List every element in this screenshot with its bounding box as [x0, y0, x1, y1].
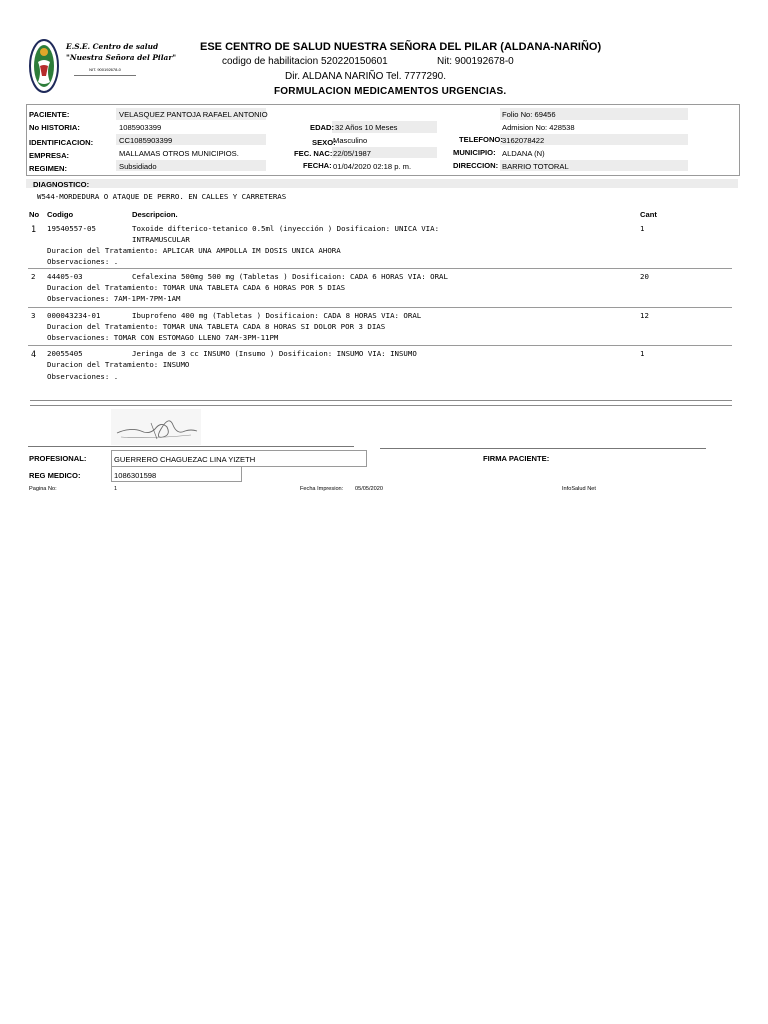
- empresa-value: MALLAMAS OTROS MUNICIPIOS.: [119, 149, 239, 158]
- item-cant: 20: [640, 272, 649, 281]
- diagnostico-band: [26, 179, 738, 188]
- paciente-value: VELASQUEZ PANTOJA RAFAEL ANTONIO: [119, 110, 268, 119]
- item-observaciones: Observaciones: TOMAR CON ESTOMAGO LLENO 7AM-3PM-11PM: [47, 333, 279, 342]
- software-name: InfoSalud Net: [562, 486, 596, 492]
- document-title: FORMULACION MEDICAMENTOS URGENCIAS.: [274, 86, 507, 97]
- fecha-impresion-label: Fecha Impresion:: [300, 486, 344, 492]
- telefono-value: 3162078422: [502, 136, 545, 145]
- reg-medico-label: REG MEDICO:: [29, 471, 81, 480]
- institution-logo: [28, 38, 177, 94]
- paciente-signature-line: [380, 448, 706, 449]
- edad-value: 32 Años 10 Meses: [335, 123, 398, 132]
- fecha-impresion-value: 05/05/2020: [355, 486, 383, 492]
- address: Dir. ALDANA NARIÑO Tel. 7777290.: [285, 71, 447, 82]
- item-codigo: 20055405: [47, 349, 83, 358]
- telefono-label: TELEFONO:: [459, 135, 503, 144]
- logo-text-line-2: "Nuestra Señora del Pilar": [66, 53, 177, 62]
- profesional-signature-line: [28, 446, 354, 447]
- fecha-value: 01/04/2020 02:18 p. m.: [333, 162, 412, 171]
- item-no: 2: [31, 272, 36, 281]
- direccion-value: BARRIO TOTORAL: [502, 162, 569, 171]
- item-description-line: Ibuprofeno 400 mg (Tabletas ) Dosificaion: CADA 8 HORAS VIA: ORAL: [132, 311, 422, 320]
- row-divider: [28, 307, 732, 308]
- edad-label: EDAD:: [310, 123, 335, 132]
- identificacion-value: CC1085903399: [119, 136, 173, 145]
- logo-text-line-4: [74, 75, 136, 76]
- item-no: 4: [31, 349, 37, 359]
- profesional-value: GUERRERO CHAGUEZAC LINA YIZETH: [114, 455, 256, 464]
- item-duracion: Duracion del Tratamiento: INSUMO: [47, 360, 190, 369]
- item-duracion: Duracion del Tratamiento: APLICAR UNA AMPOLLA IM DOSIS UNICA AHORA: [47, 246, 341, 255]
- item-codigo: 000043234-01: [47, 311, 101, 320]
- diagnostico-text: W544-MORDEDURA O ATAQUE DE PERRO. EN CALLES Y CARRETERAS: [37, 192, 287, 201]
- identificacion-label: IDENTIFICACION:: [29, 138, 94, 147]
- profesional-label: PROFESIONAL:: [29, 454, 87, 463]
- row-divider: [28, 345, 732, 346]
- item-observaciones: Observaciones: .: [47, 372, 119, 381]
- item-observaciones: Observaciones: .: [47, 257, 119, 266]
- logo-text-line-3: NIT. 900192678-0: [89, 67, 121, 72]
- item-observaciones: Observaciones: 7AM-1PM-7PM-1AM: [47, 294, 181, 303]
- item-description-line: Toxoide difterico-tetanico 0.5ml (inyección ) Dosificaion: UNICA VIA:: [132, 224, 440, 233]
- sexo-value: Masculino: [333, 136, 368, 145]
- item-duracion: Duracion del Tratamiento: TOMAR UNA TABLETA CADA 8 HORAS SI DOLOR POR 3 DIAS: [47, 322, 386, 331]
- fecnac-value: 22/05/1987: [333, 149, 372, 158]
- historia-value: 1085903399: [119, 123, 162, 132]
- municipio-label: MUNICIPIO:: [453, 148, 496, 157]
- paciente-label: PACIENTE:: [29, 110, 70, 119]
- item-description-line: INTRAMUSCULAR: [132, 235, 190, 244]
- col-codigo-header: Codigo: [47, 210, 74, 219]
- col-cant-header: Cant: [640, 210, 657, 219]
- item-duracion: Duracion del Tratamiento: TOMAR UNA TABLETA CADA 6 HORAS POR 5 DIAS: [47, 283, 346, 292]
- item-no: 1: [31, 224, 37, 234]
- nit: Nit: 900192678-0: [437, 56, 514, 67]
- admision-value: Admision No: 428538: [502, 123, 575, 132]
- item-cant: 1: [640, 349, 645, 358]
- logo-caption: [66, 42, 177, 76]
- habilitacion-code: codigo de habilitacion 520220150601: [222, 56, 388, 67]
- fecha-label: FECHA:: [303, 161, 332, 170]
- row-divider: [28, 268, 732, 269]
- professional-signature: [111, 409, 201, 445]
- regimen-label: REGIMEN:: [29, 164, 67, 173]
- institution-name: ESE CENTRO DE SALUD NUESTRA SEÑORA DEL PILAR (ALDANA-NARIÑO): [200, 41, 602, 53]
- item-cant: 1: [640, 224, 645, 233]
- empresa-label: EMPRESA:: [29, 151, 70, 160]
- item-description-line: Cefalexina 500mg 500 mg (Tabletas ) Dosificaion: CADA 6 HORAS VIA: ORAL: [132, 272, 448, 281]
- section-separator: [30, 400, 732, 401]
- col-descripcion-header: Descripcion.: [132, 210, 178, 219]
- col-no-header: No: [29, 210, 40, 219]
- pagina-label: Pagina No:: [29, 486, 57, 492]
- regimen-value: Subsidiado: [119, 162, 157, 171]
- direccion-label: DIRECCION:: [453, 161, 499, 170]
- municipio-value: ALDANA (N): [502, 149, 545, 158]
- folio-value: Folio No: 69456: [502, 110, 556, 119]
- item-codigo: 44405-03: [47, 272, 83, 281]
- section-separator: [30, 405, 732, 406]
- item-no: 3: [31, 311, 36, 320]
- reg-medico-value: 1086301598: [114, 471, 157, 480]
- logo-text-line-1: E.S.E. Centro de salud: [66, 42, 159, 51]
- fecnac-label: FEC. NAC:: [294, 149, 333, 158]
- sexo-label: SEXO:: [312, 138, 336, 147]
- pagina-value: 1: [114, 486, 118, 492]
- item-cant: 12: [640, 311, 649, 320]
- firma-paciente-label: FIRMA PACIENTE:: [483, 454, 550, 463]
- item-codigo: 19540557-05: [47, 224, 96, 233]
- diagnostico-label: DIAGNOSTICO:: [33, 180, 90, 189]
- historia-label: No HISTORIA:: [29, 123, 80, 132]
- signature-scribble: [111, 409, 201, 445]
- item-description-line: Jeringa de 3 cc INSUMO (Insumo ) Dosificaion: INSUMO VIA: INSUMO: [132, 349, 417, 358]
